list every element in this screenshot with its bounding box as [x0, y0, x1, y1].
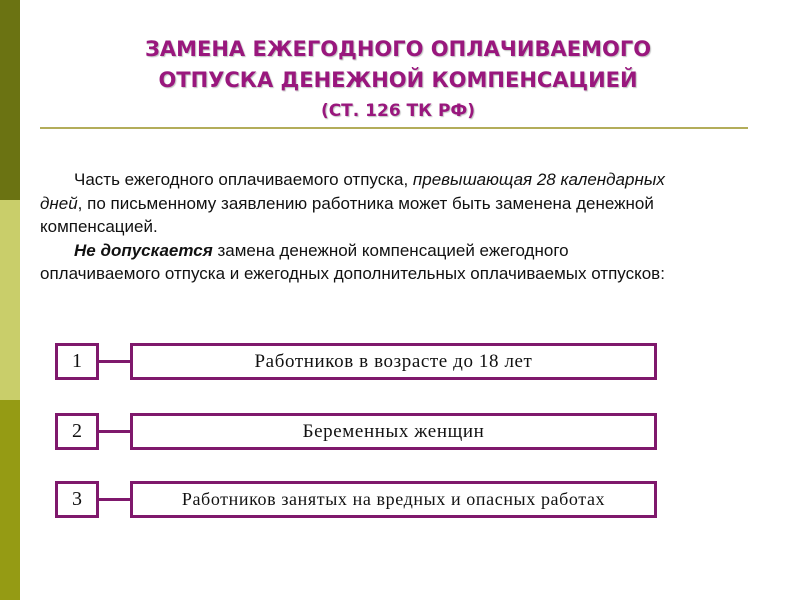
item-box-1: Работников в возрасте до 18 лет: [130, 343, 657, 380]
item-connector-2: [99, 430, 130, 433]
title-divider: [40, 127, 748, 129]
side-bar-top: [0, 0, 20, 200]
paragraph-1: [40, 168, 690, 239]
paragraph-2-emphasis: Не допускается: [74, 240, 213, 260]
body-text: [40, 168, 690, 286]
paragraph-2: [40, 239, 690, 286]
item-connector-1: [99, 360, 130, 363]
item-number-3: 3: [55, 481, 99, 518]
side-bar-middle: [0, 200, 20, 400]
item-box-2: Беременных женщин: [130, 413, 657, 450]
title-line-2: ОТПУСКА ДЕНЕЖНОЙ КОМПЕНСАЦИЕЙ: [158, 68, 638, 92]
paragraph-1-part-2: , по письменному заявлению работника может быть заменена денежной компенсацией.: [40, 193, 654, 236]
title-line-3: (СТ. 126 ТК РФ): [320, 101, 476, 121]
item-number-1: 1: [55, 343, 99, 380]
paragraph-1-part-1: Часть ежегодного оплачиваемого отпуска,: [74, 170, 413, 189]
item-number-2: 2: [55, 413, 99, 450]
item-connector-3: [99, 498, 130, 501]
title-line-1: ЗАМЕНА ЕЖЕГОДНОГО ОПЛАЧИВАЕМОГО: [144, 37, 652, 61]
side-bar-bottom: [0, 400, 20, 600]
slide-title: [40, 34, 756, 127]
item-box-3: Работников занятых на вредных и опасных работах: [130, 481, 657, 518]
paragraph-2-rest: замена денежной компенсацией ежегодного оплачиваемого отпуска и ежегодных дополнительных оплачиваемых отпусков:: [40, 240, 665, 283]
paragraph-1-italic: превышающая 28 календарных дней: [40, 170, 665, 213]
